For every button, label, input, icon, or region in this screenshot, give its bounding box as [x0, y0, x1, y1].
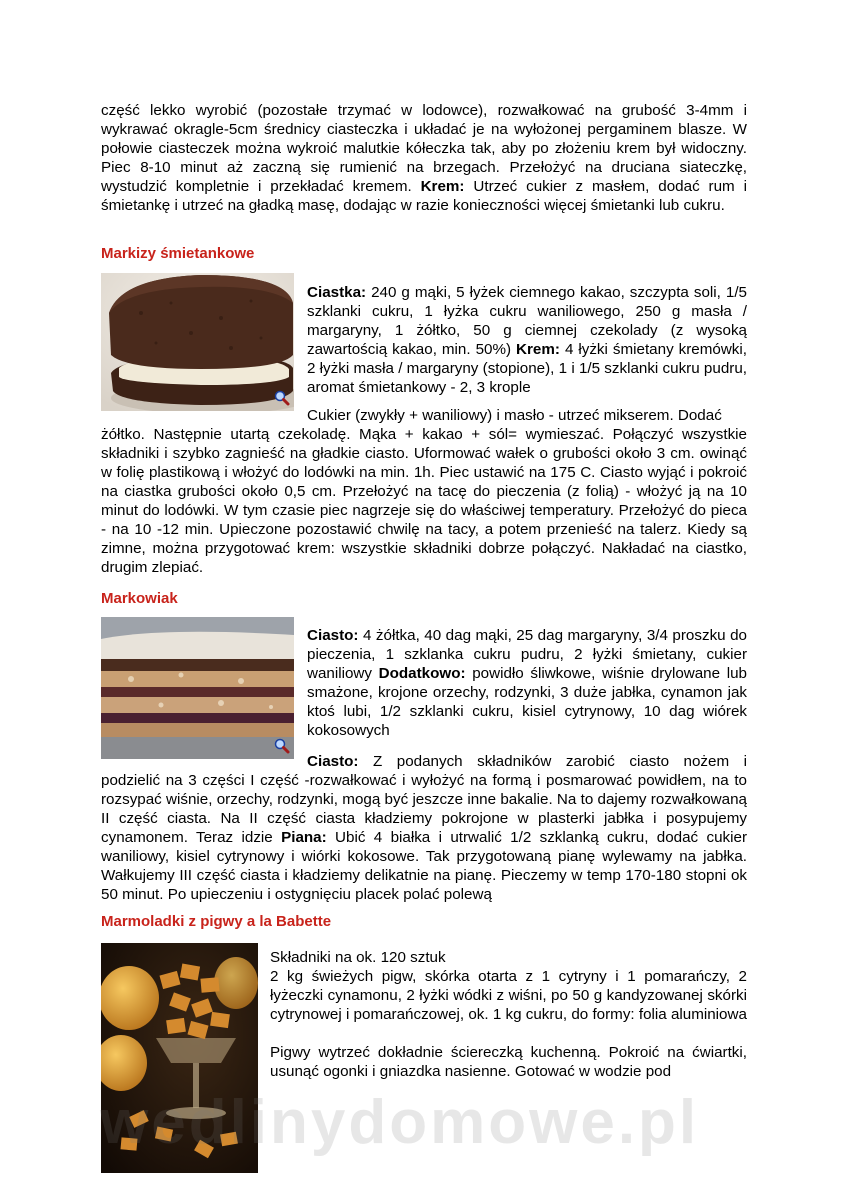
markowiak-method-b: Ubić 4 białka i utrwalić 1/2 szklanką cukru, dodać cukier waniliowy, kisiel cytrynowy i wiórki kokosowe. Tak przygotowaną pianę wylewamy na jabłka. Wałkujemy III część ciasta i kładziemy delikatnie na pianę. Pieczemy w temp 170-180 stopni ok 50 minut. Po upieczeniu i ostygnięciu placek polać polewą [101, 829, 747, 903]
markowiak-method-first [307, 752, 747, 771]
marmoladki-title: Marmoladki z pigwy a la Babette [101, 913, 332, 930]
marmoladki-yield: Składniki na ok. 120 sztuk [270, 949, 446, 966]
markowiak-ingredients [307, 626, 747, 740]
markizy-title: Markizy śmietankowe [101, 245, 255, 262]
intro-krem-text: Utrzeć cukier z masłem, dodać rum i śmietankę i utrzeć na gładką masę, dodając w razie konieczności więcej śmietanki lub cukru. [101, 178, 747, 214]
markizy-ingredients [307, 283, 747, 397]
marmoladki-method: Pigwy wytrzeć dokładnie ściereczką kuchenną. Pokroić na ćwiartki, usunąć ogonki i gniazdka nasienne. Gotować w wodzie pod [270, 1044, 747, 1080]
markizy-photo [101, 273, 294, 411]
markizy-krem-text: 4 łyżki śmietany kremówki, 2 łyżki masła / margaryny (stopione), 1 i 1/5 szklanki cukru pudru, aromat śmietankowy - 2, 3 krople [307, 341, 747, 396]
markizy-method: żółtko. Następnie utartą czekoladę. Mąka + kakao + sól= wymieszać. Połączyć wszystkie składniki i szybko zagnieść na gładkie ciasto. Uformować wałek o grubości około 3 cm. owinąć w folię plastikową i włożyć do lodówki na min. 1h. Piec ustawić na 175 C. Ciasto wyjąć i pokroić na ciastka grubości około 0,5 cm. Przełożyć na tacę do pieczenia (z folią) - włożyć ją na 10 minut do lodówki. W tym czasie piec nagrzeje się do właściwej temperatury. Przełożyć do pieca - na 10 -12 min. Upieczone pozostawić chwilę na tacy, a potem przenieść na talerz. Kiedy są zimne, można przygotować krem: wszystkie składniki dobrze połączyć. Nakładać na ciastko, drugim zlepiać. [101, 426, 747, 576]
markowiak-method-first-text: Z podanych składników zarobić ciasto nożem i [372, 753, 747, 770]
intro-krem-label: Krem: [420, 178, 465, 195]
markowiak-dodatkowo-text: powidło śliwkowe, wiśnie drylowane lub smażone, krojone orzechy, rodzynki, 3 duże jabłka, cynamon jak ktoś lubi, 1/2 szklanki cukru, kisiel cytrynowy, 10 dag wiórek kokosowych [307, 665, 747, 739]
marmoladki-ingredients: 2 kg świeżych pigw, skórka otarta z 1 cytryny i 1 pomarańczy, 2 łyżeczki cynamonu, 2 łyżki wódki z wiśni, po 50 g kandyzowanej skórki cytrynowej i pomarańczowej, ok. 1 kg cukru, do formy: folia aluminiowa [270, 968, 747, 1023]
intro-text: część lekko wyrobić (pozostałe trzymać w lodowce), rozwałkować na grubość 3-4mm i wykrawać okragle-5cm średnicy ciasteczka i układać je na wyłożonej pergaminem blasze. W połowie ciasteczek można wykroić malutkie kółeczka tak, aby po złożeniu krem był widoczny. Piec 8-10 minut aż zaczną się rumienić na brzegach. Przełożyć na druciana siateczkę, wystudzić kompletnie i przekładać kremem. [101, 102, 747, 195]
markowiak-method [101, 771, 747, 904]
markowiak-piana-label: Piana: [281, 829, 327, 846]
markowiak-title: Markowiak [101, 590, 178, 607]
markowiak-method-a: podzielić na 3 części I część -rozwałkować i wyłożyć na formą i posmarować powidłem, na to rozsypać wiśnie, orzechy, rodzynki, mogą być jeszcze inne bakalie. Na to dajemy rozwałkowaną II część ciasta. Na II część ciasta kładziemy pokrojone w plasterki jabłka i posypujemy cynamonem. Teraz idzie [101, 772, 747, 846]
watermark: wedlinydomowe.pl [100, 1088, 700, 1157]
markizy-ciastka-label: Ciastka: [307, 284, 367, 301]
markowiak-photo [101, 617, 294, 759]
markowiak-ciasto-text: 4 żółtka, 40 dag mąki, 25 dag margaryny, 3/4 proszku do pieczenia, 1 szklanka cukru pudru, 2 łyżki śmietany, cukier waniliowy [307, 627, 747, 682]
markowiak-method-label: Ciasto: [307, 753, 359, 770]
intro-paragraph [101, 101, 747, 215]
zoom-icon[interactable] [274, 738, 290, 754]
markowiak-dodatkowo-label: Dodatkowo: [378, 665, 466, 682]
markizy-krem-label: Krem: [516, 341, 560, 358]
markizy-ciastka-text: 240 g mąki, 5 łyżek ciemnego kakao, szczypta soli, 1/5 szklanki cukru, 1 łyżka cukru waniliowego, 250 g masła / margaryny, 1 żółtko, 50 g ciemnej czekolady (z wysoką zawartością kakao, min. 50%) [307, 284, 747, 358]
zoom-icon[interactable] [274, 390, 290, 406]
markowiak-ciasto-label: Ciasto: [307, 627, 359, 644]
markizy-method-first: Cukier (zwykły + waniliowy) i masło - utrzeć mikserem. Dodać [307, 407, 722, 424]
